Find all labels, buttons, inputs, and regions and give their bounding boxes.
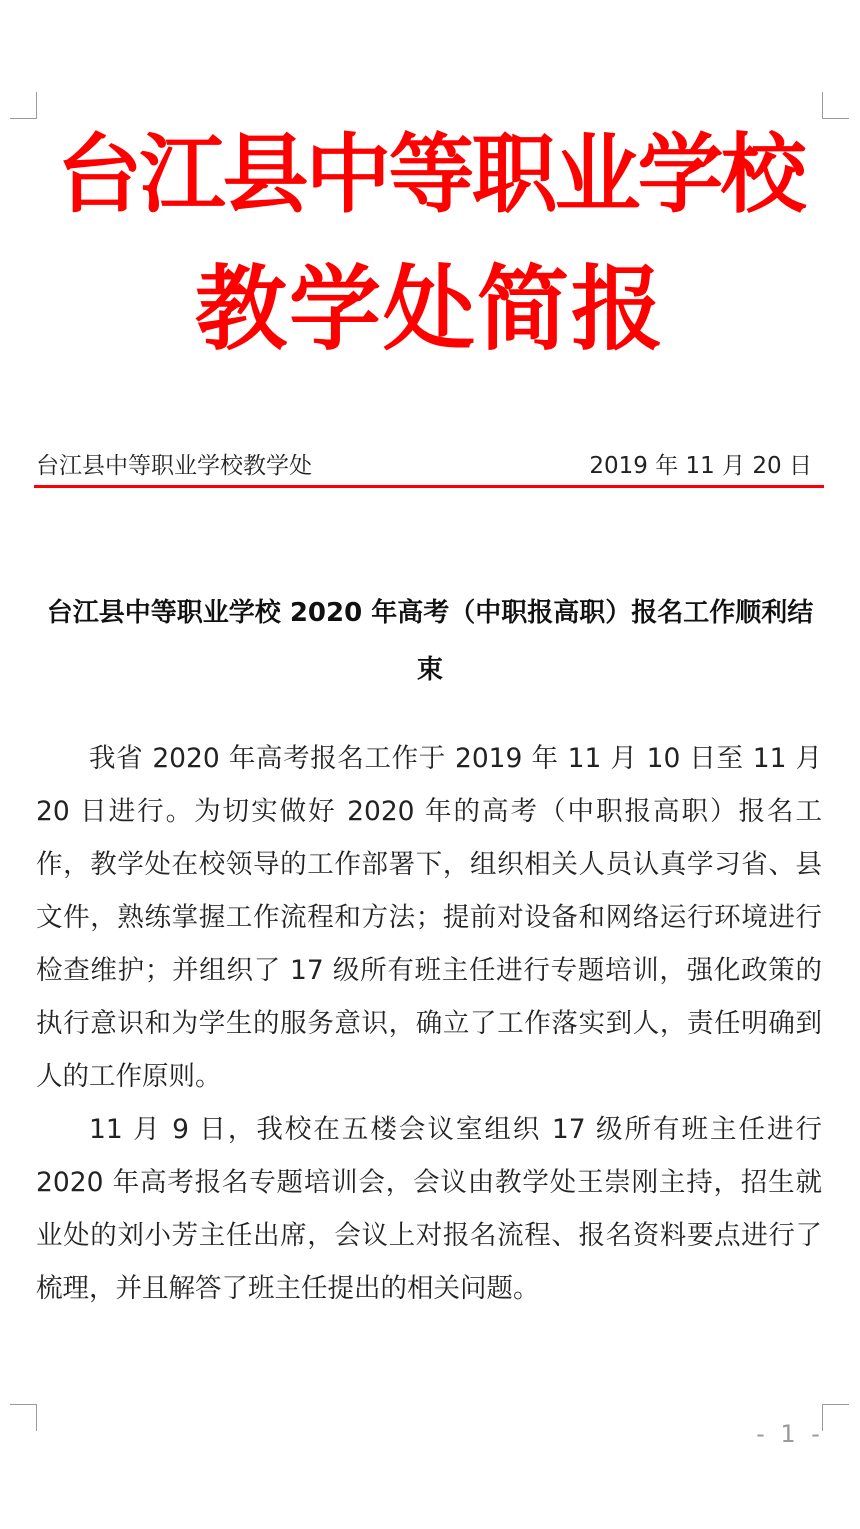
- masthead-school-name: 台江县中等职业学校: [56, 125, 804, 225]
- issuer-row: [36, 446, 822, 486]
- crop-mark-top-left: [10, 92, 37, 119]
- red-divider-line: [34, 485, 824, 488]
- article-paragraph-2: 11 月 9 日，我校在五楼会议室组织 17 级所有班主任进行 2020 年高考报名专题培训会，会议由教学处王崇刚主持，招生就业处的刘小芳主任出席，会议上对报名流程、报名资料要点进行了梳理，并且解答了班主任提出的相关问题。: [36, 1114, 822, 1304]
- crop-mark-top-right: [822, 92, 849, 119]
- article-paragraph-1: 我省 2020 年高考报名工作于 2019 年 11 月 10 日至 11 月 20 日进行。为切实做好 2020 年的高考（中职报高职）报名工作，教学处在校领导的工作部署下，组织相关人员认真学习省、县文件，熟练掌握工作流程和方法；提前对设备和网络运行环境进行检查维护；并组织了 17 级所有班主任进行专题培训，强化政策的执行意识和为学生的服务意识，确立了工作落实到人，责任明确到人的工作原则。: [36, 743, 822, 1092]
- issue-date: 2019 年 11 月 20 日: [589, 453, 812, 479]
- masthead-bulletin-title: 教学处简报: [194, 256, 665, 363]
- page-number: - 1 -: [756, 1420, 824, 1448]
- article-title: 台江县中等职业学校 2020 年高考（中职报高职）报名工作顺利结束: [46, 598, 814, 685]
- crop-mark-bottom-left: [10, 1404, 37, 1431]
- issuer-organization: 台江县中等职业学校教学处: [36, 453, 312, 479]
